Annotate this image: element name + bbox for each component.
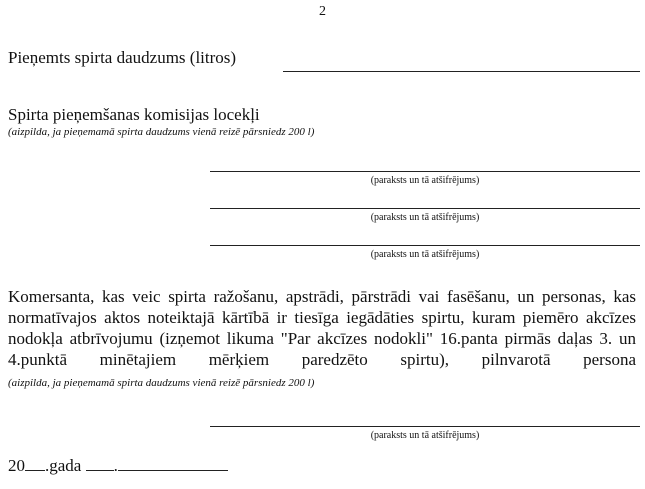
page-number: 2 (319, 4, 326, 19)
merchant-signature-line[interactable] (210, 426, 640, 427)
merchant-note: (aizpilda, ja pieņemamā spirta daudzums vienā reizē pārsniedz 200 l) (8, 377, 315, 389)
merchant-paragraph (8, 286, 636, 394)
day-blank[interactable] (86, 456, 114, 471)
commission-note: (aizpilda, ja pieņemamā spirta daudzums vienā reizē pārsniedz 200 l) (8, 126, 315, 138)
merchant-text: Komersanta, kas veic spirta ražošanu, apstrādi, pārstrādi vai fasēšanu, un personas, kas normatīvajos aktos noteiktajā kārtībā ir tiesīga iegādāties spirtu, kuram piemēro akcīzes nodokļa atbrīvojumu (izņemot likuma "Par akcīzes nodokli" 16.panta pirmās daļas 3. un 4.punktā minētajiem mērķiem paredzēto spirtu), pilnvarotā persona (8, 287, 636, 369)
date-line (8, 456, 228, 476)
commission-signature-line-2[interactable] (210, 208, 640, 209)
commission-signature-line-1[interactable] (210, 171, 640, 172)
month-blank[interactable] (118, 456, 228, 471)
commission-signature-line-3[interactable] (210, 245, 640, 246)
merchant-signature-caption: (paraksts un tā atšifrējums) (370, 430, 480, 441)
year-prefix: 20 (8, 456, 25, 475)
received-amount-label: Pieņemts spirta daudzums (litros) (8, 48, 237, 67)
signature-caption-3: (paraksts un tā atšifrējums) (370, 249, 480, 260)
signature-caption-2: (paraksts un tā atšifrējums) (370, 212, 480, 223)
signature-caption-1: (paraksts un tā atšifrējums) (370, 175, 480, 186)
year-blank[interactable] (25, 456, 45, 471)
gada-label: .gada (45, 456, 82, 475)
commission-title: Spirta pieņemšanas komisijas locekļi (8, 105, 260, 124)
date-dot: . (113, 456, 118, 475)
received-amount-line[interactable] (283, 71, 640, 72)
